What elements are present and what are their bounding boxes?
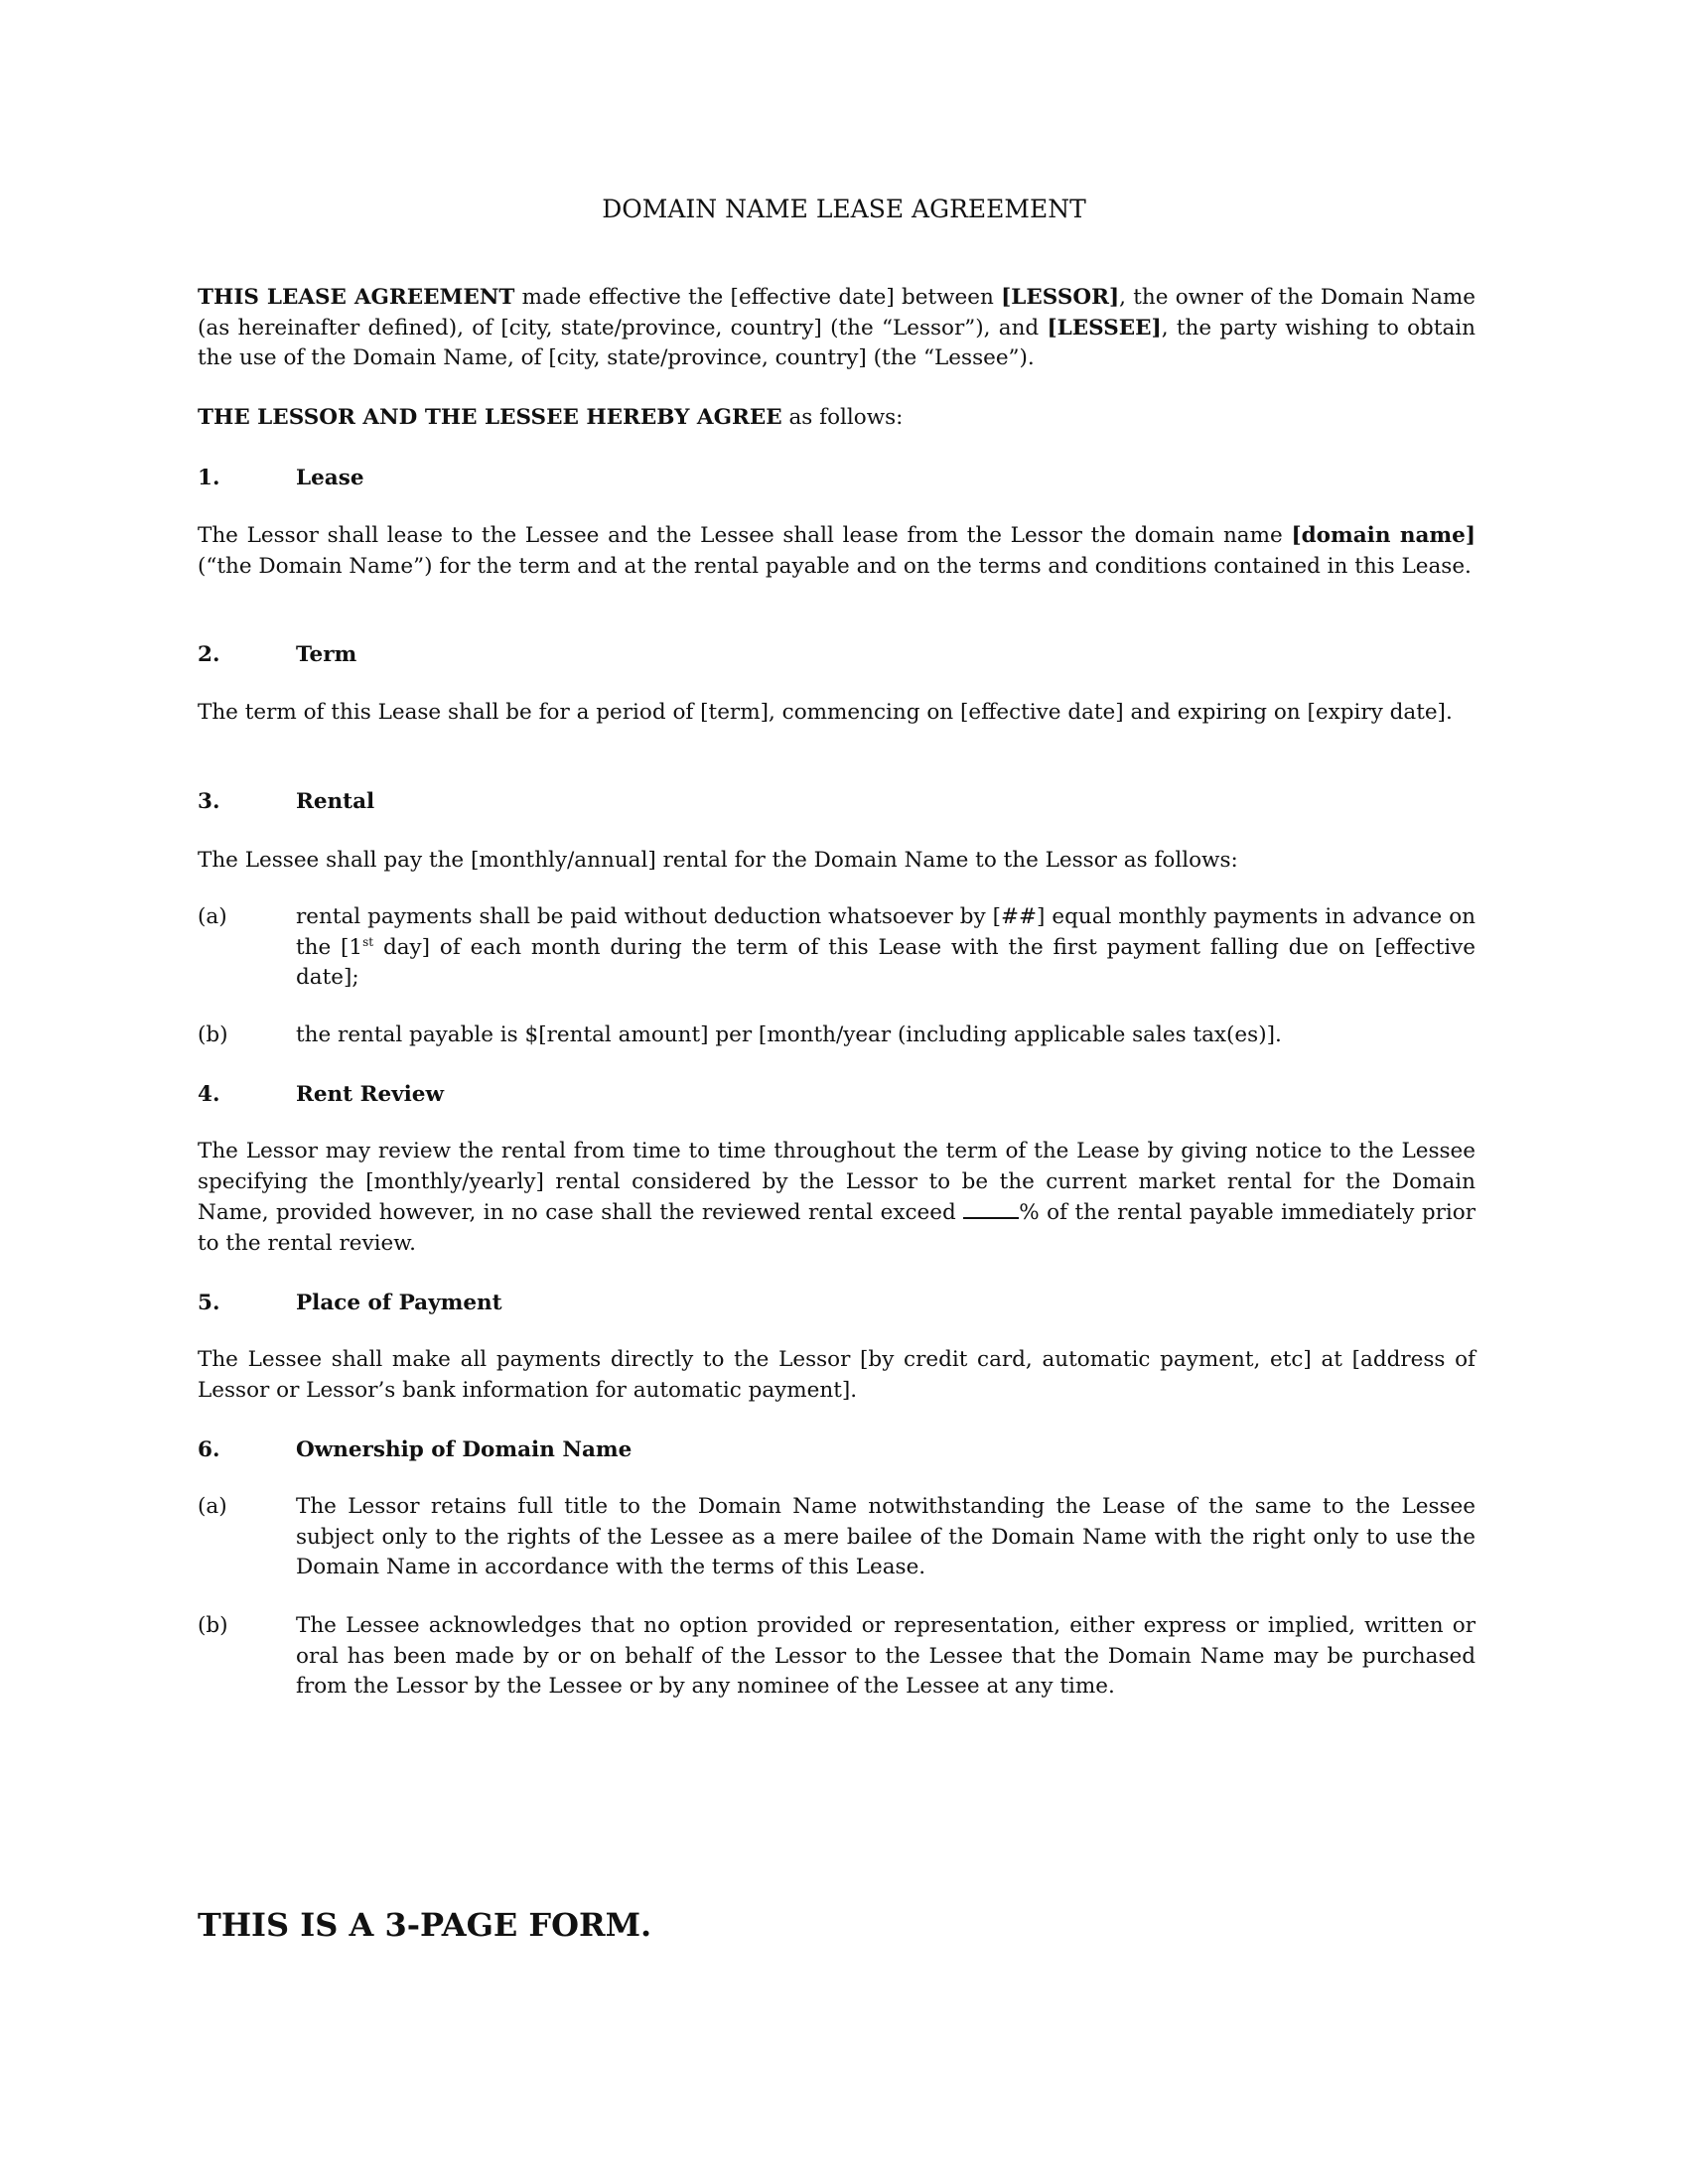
section-6-item-a xyxy=(198,1492,1476,1583)
section-heading-4 xyxy=(198,1080,1476,1111)
section-heading-2 xyxy=(198,640,1476,671)
section-title: Term xyxy=(296,642,357,667)
section-title: Rent Review xyxy=(296,1082,444,1107)
text: % of the rental payable immediately prior to the rental review. xyxy=(198,1200,1477,1256)
text: rental payments shall be paid without deduction whatsoever by [##] equal monthly payments in advance on the [1 xyxy=(296,904,1476,960)
intro-paragraph xyxy=(198,283,1476,374)
section-number: 4. xyxy=(198,1082,220,1107)
text: The Lessor shall lease to the Lessee and the Lessee shall lease from the Lessor the domain name xyxy=(198,523,1292,548)
item-label: (a) xyxy=(198,1494,227,1519)
agree-bold: THE LESSOR AND THE LESSEE HEREBY AGREE xyxy=(198,405,782,430)
section-number: 3. xyxy=(198,789,220,814)
text: The Lessor may review the rental from time to time throughout the term of the Lease by giving notice to the Lessee specifying the [monthly/yearly] rental considered by the Lessor to be the current market rental for the Domain Name, provided however, in no case shall the reviewed rental exceed xyxy=(198,1139,1476,1225)
text: the rental payable is $[rental amount] per [month/year (including applicable sales tax(es)]. xyxy=(296,1023,1282,1047)
intro-text: , the owner of the Domain Name (as hereinafter defined), of [city, state/province, country] (the “Lessor”), and xyxy=(198,285,1476,341)
section-heading-6 xyxy=(198,1435,1476,1466)
intro-text: , the party wishing to obtain the use of the Domain Name, of [city, state/province, country] (the “Lessee”). xyxy=(198,315,1476,370)
text: The Lessor retains full title to the Domain Name notwithstanding the Lease of the same to the Lessee subject only to the rights of the Lessee as a mere bailee of the Domain Name with the right only to use the Domain Name in accordance with the terms of this Lease. xyxy=(296,1494,1476,1579)
section-6-item-b xyxy=(198,1611,1476,1703)
section-title: Lease xyxy=(296,466,364,490)
superscript: st xyxy=(362,934,374,949)
agree-paragraph xyxy=(198,403,1476,434)
intro-text: made effective the [effective date] between xyxy=(514,285,1002,310)
section-number: 5. xyxy=(198,1291,220,1315)
section-heading-1 xyxy=(198,464,1476,494)
lessee-placeholder: [LESSEE] xyxy=(1047,315,1162,341)
section-5-text: The Lessee shall make all payments directly to the Lessor [by credit card, automatic payment, etc] at [address of Lessor or Lessor’s bank information for automatic payment]. xyxy=(198,1347,1476,1403)
agree-text: as follows: xyxy=(781,405,904,430)
item-label: (b) xyxy=(198,1023,228,1047)
section-number: 2. xyxy=(198,642,220,667)
section-number: 6. xyxy=(198,1437,220,1462)
intro-bold: THIS LEASE AGREEMENT xyxy=(198,285,515,310)
domain-placeholder: [domain name] xyxy=(1291,523,1476,548)
section-1-text xyxy=(198,521,1476,582)
section-heading-5 xyxy=(198,1289,1476,1319)
lessor-placeholder: [LESSOR] xyxy=(1001,285,1120,310)
section-3-item-b xyxy=(198,1021,1476,1051)
item-label: (b) xyxy=(198,1613,228,1638)
document-title: DOMAIN NAME LEASE AGREEMENT xyxy=(602,195,1086,223)
section-3-item-a xyxy=(198,902,1476,994)
section-3-text: The Lessee shall pay the [monthly/annual] rental for the Domain Name to the Lessor as follows: xyxy=(198,848,1238,873)
section-2-text: The term of this Lease shall be for a period of [term], commencing on [effective date] and expiring on [expiry date]. xyxy=(198,700,1453,725)
text: The Lessee acknowledges that no option provided or representation, either express or implied, written or oral has been made by or on behalf of the Lessor to the Lessee that the Domain Name may be purchased from the Lessor by the Lessee or by any nominee of the Lessee at any time. xyxy=(296,1613,1476,1699)
text: day] of each month during the term of this Lease with the first payment falling due on [effective date]; xyxy=(296,934,1476,990)
text: (“the Domain Name”) for the term and at the rental payable and on the terms and conditions contained in this Lease. xyxy=(198,553,1472,579)
section-title: Rental xyxy=(296,789,375,814)
percent-blank xyxy=(963,1197,1019,1219)
item-label: (a) xyxy=(198,904,227,929)
section-title: Place of Payment xyxy=(296,1291,502,1315)
section-4-text xyxy=(198,1137,1476,1259)
section-title: Ownership of Domain Name xyxy=(296,1437,633,1462)
page-form-notice: THIS IS A 3-PAGE FORM. xyxy=(198,1906,652,1944)
section-heading-3 xyxy=(198,787,1476,818)
section-number: 1. xyxy=(198,466,220,490)
